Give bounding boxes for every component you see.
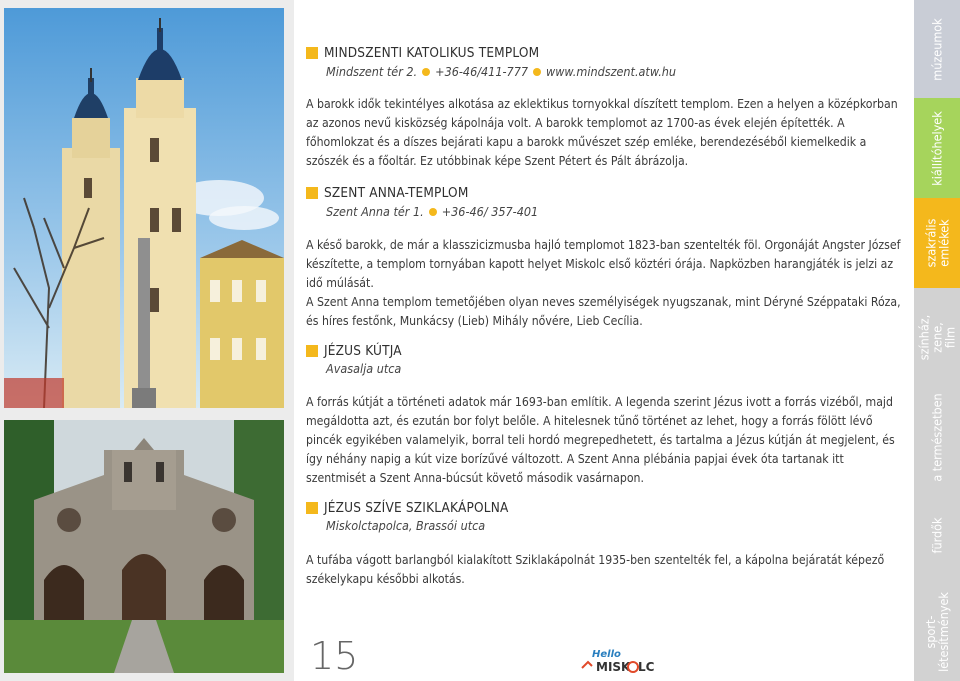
section-contact — [326, 64, 676, 79]
paragraph: A Szent Anna templom temetőjében olyan neves személyiségek nyugszanak, mint Déryné Széppataki Róza, és híres festőnk, Munkácsy (Lieb) Mihály nővére, Lieb Cecília. — [306, 295, 901, 328]
bullet-square-icon — [306, 502, 318, 514]
section-title: JÉZUS KÚTJA — [324, 343, 402, 359]
svg-text:Hello: Hello — [592, 649, 621, 660]
svg-text:LC: LC — [638, 660, 654, 674]
sidebar-tab-label: sport-létesítmények — [923, 591, 952, 672]
section-contact — [326, 204, 538, 219]
dot-icon — [533, 68, 541, 76]
paragraph: A forrás kútját a történeti adatok már 1693-ban említik. A legenda szerint Jézus ivott a forrás vizéből, majd megáldotta azt, és ezután bor folyt belőle. A hitelesnek tűnő történet az lehet, hogy a forrás fölött lévő pincék egyikében valamelyik, borral teli hordó megrepedhetett, és tartalma a Jézus kútján át megjelent, és így néhány napig a kút vize borízűvé változott. A Szent Anna plébánia papjai évek óta tartanak itt szentmisét a Szent Anna-búcsút követő második vasárnapon. — [306, 395, 895, 485]
bullet-square-icon — [306, 47, 318, 59]
address: Mindszent tér 2. — [326, 64, 418, 79]
hello-miskolc-logo — [578, 646, 654, 676]
section-body — [306, 551, 904, 589]
content-area — [306, 0, 906, 681]
section-title: JÉZUS SZÍVE SZIKLAKÁPOLNA — [324, 500, 509, 516]
section-title: MINDSZENTI KATOLIKUS TEMPLOM — [324, 45, 540, 61]
section-contact — [326, 361, 401, 376]
address: Miskolctapolca, Brassói utca — [326, 518, 486, 533]
sidebar-tab-label: kiállítóhelyek — [929, 110, 945, 186]
sidebar-tab[interactable] — [914, 0, 960, 98]
stone-chapel-image — [4, 420, 284, 673]
sidebar-tab[interactable] — [914, 386, 960, 488]
section-heading — [306, 499, 509, 517]
svg-text:MISK: MISK — [596, 660, 631, 674]
sidebar-tab[interactable] — [914, 582, 960, 681]
section-heading — [306, 44, 539, 62]
sidebar-tab-label: múzeumok — [929, 17, 945, 81]
sidebar-tab-label: szakrális emlékek — [923, 218, 952, 268]
bullet-square-icon — [306, 187, 318, 199]
paragraph: A barokk idők tekintélyes alkotása az eklektikus tornyokkal díszített templom. Ezen a helyen a középkorban az azonos nevű kisközség kápolnája volt. A barokk templomot az 1700-as évek elején építették. A főhomlokzat és a díszes bejárati kapu a barokk művészet szép emléke, berendezéséből kiemelkedik a szószék és a főoltár. Ez utóbbinak képe Szent Pétert és Pált ábrázolja. — [306, 97, 898, 168]
bullet-square-icon — [306, 345, 318, 357]
sidebar-tab[interactable] — [914, 488, 960, 582]
dot-icon — [422, 68, 430, 76]
sidebar-tab-label: színház, zene, film — [916, 314, 958, 360]
section-body — [306, 236, 904, 331]
section-heading — [306, 184, 469, 202]
sidebar-tab-label: a természetben — [929, 392, 945, 482]
photo-panel — [0, 0, 294, 681]
phone: +36-46/ 357-401 — [441, 204, 539, 219]
sidebar-tab[interactable] — [914, 198, 960, 288]
website-link[interactable]: www.mindszent.atw.hu — [546, 64, 677, 79]
sidebar-tab[interactable] — [914, 98, 960, 198]
paragraph: A késő barokk, de már a klasszicizmusba hajló templomot 1823-ban szentelték föl. Orgonáját Angster József készítette, a templom tornyában kapott helyet Miskolc első köztéri órája. Napközben harangjáték is jelzi az idő múlását. — [306, 238, 901, 290]
sidebar-tab-label: fürdők — [929, 516, 945, 554]
baroque-church-image — [4, 8, 284, 408]
section-heading — [306, 342, 402, 360]
category-sidebar — [914, 0, 960, 681]
phone: +36-46/411-777 — [435, 64, 529, 79]
section-contact — [326, 518, 485, 533]
paragraph: A tufába vágott barlangból kialakított Sziklakápolnát 1935-ben szentelték fel, a kápolna bejáratát képező székelykapu későbbi alkotás. — [306, 553, 885, 586]
church-photo — [4, 8, 284, 408]
dot-icon — [429, 208, 437, 216]
address: Szent Anna tér 1. — [326, 204, 424, 219]
section-body — [306, 95, 904, 171]
address: Avasalja utca — [326, 361, 402, 376]
sidebar-tab[interactable] — [914, 288, 960, 386]
rock-chapel-photo — [4, 420, 284, 673]
section-body — [306, 393, 904, 488]
page-number: 15 — [310, 634, 359, 678]
section-title: SZENT ANNA-TEMPLOM — [324, 185, 469, 201]
